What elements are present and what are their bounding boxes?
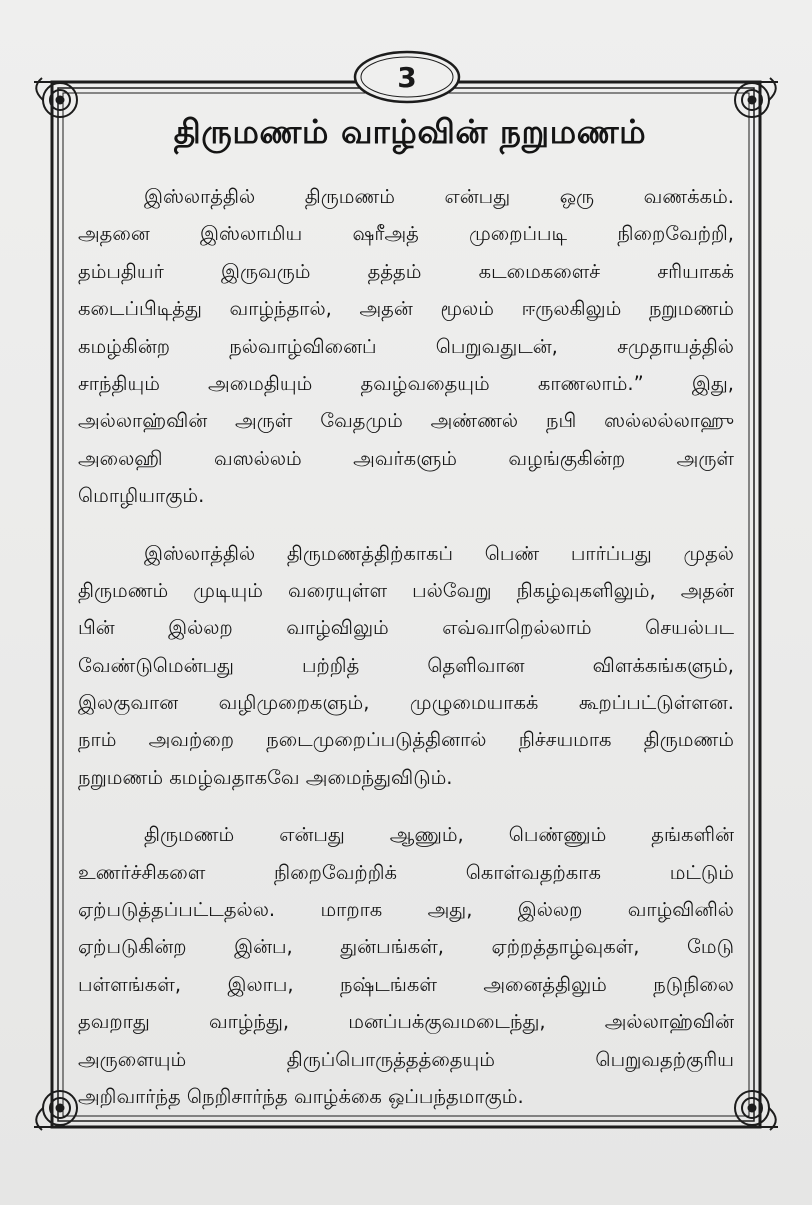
text-line: திருமணம் என்பது ஆணும், பெண்ணும் தங்களின்	[144, 823, 734, 847]
text-line: சாந்தியும் அமைதியும் தவழ்வதையும் காணலாம்.” இது,	[78, 371, 734, 395]
paragraph	[78, 535, 734, 797]
text-line: அதனை இஸ்லாமிய ஷரீஅத் முறைப்படி நிறைவேற்றி,	[78, 222, 734, 246]
text-line: தம்பதியர் இருவரும் தத்தம் கடமைகளைச் சரியாகக்	[78, 259, 734, 283]
page-number: 3	[397, 60, 417, 94]
corner-ornament-bottom-left	[36, 1091, 77, 1130]
text-line: அறிவார்ந்த நெறிசார்ந்த வாழ்க்கை ஒப்பந்தமாகும்.	[78, 1084, 524, 1108]
text-line: கடைப்பிடித்து வாழ்ந்தால், அதன் மூலம் ஈருலகிலும் நறுமணம்	[78, 297, 734, 321]
paragraph	[78, 178, 734, 515]
text-line: நாம் அவற்றை நடைமுறைப்படுத்தினால் நிச்சயமாக திருமணம்	[78, 728, 734, 752]
corner-ornament-bottom-right	[735, 1091, 776, 1130]
chapter-title: திருமணம் வாழ்வின் நறுமணம்	[173, 112, 647, 151]
text-line: திருமணம் முடியும் வரையுள்ள பல்வேறு நிகழ்வுகளிலும், அதன்	[78, 578, 734, 602]
text-line: உணர்ச்சிகளை நிறைவேற்றிக் கொள்வதற்காக மட்டும்	[78, 860, 734, 884]
text-line: அலைஹி வஸல்லம் அவர்களும் வழங்குகின்ற அருள்	[78, 446, 734, 470]
corner-ornament-top-left	[36, 78, 77, 117]
body-text	[78, 178, 734, 1135]
text-line: இஸ்லாத்தில் திருமணத்திற்காகப் பெண் பார்ப்பது முதல்	[144, 541, 734, 565]
text-line: இஸ்லாத்தில் திருமணம் என்பது ஒரு வணக்கம்.	[144, 185, 734, 208]
text-line: அருளையும் திருப்பொருத்தத்தையும் பெறுவதற்குரிய	[78, 1047, 734, 1071]
text-line: பள்ளங்கள், இலாப, நஷ்டங்கள் அனைத்திலும் நடுநிலை	[78, 972, 734, 996]
text-line: கமழ்கின்ற நல்வாழ்வினைப் பெறுவதுடன், சமுதாயத்தில்	[78, 334, 734, 358]
paragraph	[78, 816, 734, 1115]
text-line: அல்லாஹ்வின் அருள் வேதமும் அண்ணல் நபி ஸல்லல்லாஹு	[78, 409, 734, 433]
text-line: ஏற்படுத்தப்பட்டதல்ல. மாறாக அது, இல்லற வாழ்வினில்	[78, 898, 734, 922]
text-line: மொழியாகும்.	[78, 484, 205, 508]
text-line: தவறாது வாழ்ந்து, மனப்பக்குவமடைந்து, அல்லாஹ்வின்	[78, 1010, 734, 1034]
text-line: வேண்டுமென்பது பற்றித் தெளிவான விளக்கங்களும்,	[78, 653, 734, 677]
text-line: இலகுவான வழிமுறைகளும், முழுமையாகக் கூறப்பட்டுள்ளன.	[78, 691, 734, 715]
text-line: பின் இல்லற வாழ்விலும் எவ்வாறெல்லாம் செயல்பட	[78, 616, 734, 640]
text-line: ஏற்படுகின்ற இன்ப, துன்பங்கள், ஏற்றத்தாழ்வுகள், மேடு	[78, 935, 734, 959]
corner-ornament-top-right	[735, 78, 776, 117]
text-line: நறுமணம் கமழ்வதாகவே அமைந்துவிடும்.	[78, 765, 453, 789]
